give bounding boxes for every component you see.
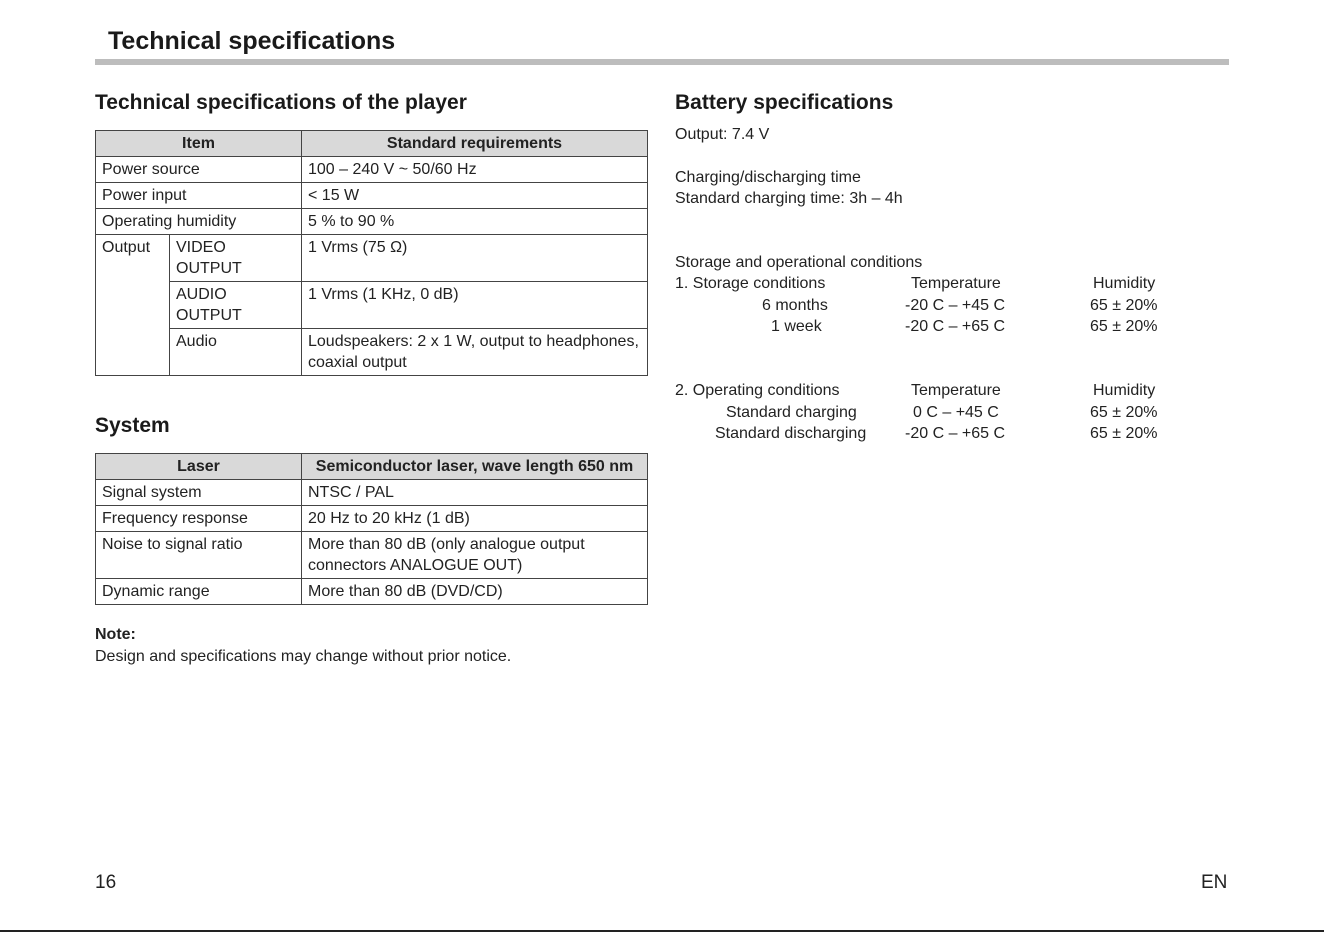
table-header-row — [96, 131, 648, 157]
operating-hum-header: Humidity — [1093, 382, 1156, 399]
output-label: Output — [96, 235, 170, 376]
charging-time: Standard charging time: 3h – 4h — [675, 190, 903, 207]
header-laser-value: Semiconductor laser, wave length 650 nm — [302, 454, 648, 480]
title-rule — [95, 59, 1229, 65]
row-value: NTSC / PAL — [302, 480, 648, 506]
note-text: Design and specifications may change without prior notice. — [95, 648, 512, 665]
row-item: Dynamic range — [96, 579, 302, 605]
header-standard: Standard requirements — [302, 131, 648, 157]
system-heading: System — [95, 414, 170, 437]
output-value: 1 Vrms (75 Ω) — [302, 235, 648, 282]
row-value: More than 80 dB (DVD/CD) — [302, 579, 648, 605]
operating-temp-header: Temperature — [911, 382, 1001, 399]
row-value: 20 Hz to 20 kHz (1 dB) — [302, 506, 648, 532]
row-value: More than 80 dB (only analogue output connectors ANALOGUE OUT) — [302, 532, 648, 579]
table-row — [96, 480, 648, 506]
header-laser: Laser — [96, 454, 302, 480]
output-sub: AUDIO OUTPUT — [170, 282, 302, 329]
player-specs-heading: Technical specifications of the player — [95, 91, 467, 114]
player-specs-table — [95, 130, 648, 376]
bottom-rule — [0, 930, 1324, 932]
row-item: Operating humidity — [96, 209, 302, 235]
table-row — [96, 579, 648, 605]
operating-row-temp: 0 C – +45 C — [913, 404, 999, 421]
storage-label: 1. Storage conditions — [675, 275, 826, 292]
storage-row-label: 1 week — [771, 318, 822, 335]
operating-row-label: Standard discharging — [715, 425, 867, 442]
operating-row-hum: 65 ± 20% — [1090, 404, 1158, 421]
language-code: EN — [1201, 872, 1228, 893]
storage-row-temp: -20 C – +45 C — [905, 297, 1006, 314]
storage-row-label: 6 months — [762, 297, 828, 314]
note-label: Note: — [95, 626, 136, 643]
table-row — [96, 329, 648, 376]
charging-title: Charging/discharging time — [675, 169, 861, 186]
storage-row-hum: 65 ± 20% — [1090, 297, 1158, 314]
table-row — [96, 157, 648, 183]
conditions-title: Storage and operational conditions — [675, 254, 923, 271]
operating-row-label: Standard charging — [726, 404, 857, 421]
row-item: Power input — [96, 183, 302, 209]
table-row — [96, 532, 648, 579]
storage-hum-header: Humidity — [1093, 275, 1156, 292]
operating-label: 2. Operating conditions — [675, 382, 840, 399]
storage-temp-header: Temperature — [911, 275, 1001, 292]
row-value: 100 – 240 V ~ 50/60 Hz — [302, 157, 648, 183]
storage-row-temp: -20 C – +65 C — [905, 318, 1006, 335]
row-item: Signal system — [96, 480, 302, 506]
output-sub: Audio — [170, 329, 302, 376]
battery-heading: Battery specifications — [675, 91, 894, 114]
row-item: Noise to signal ratio — [96, 532, 302, 579]
page-number: 16 — [95, 872, 117, 893]
header-item: Item — [96, 131, 302, 157]
output-sub: VIDEO OUTPUT — [170, 235, 302, 282]
table-row — [96, 282, 648, 329]
table-row — [96, 235, 648, 282]
operating-row-temp: -20 C – +65 C — [905, 425, 1006, 442]
row-value: < 15 W — [302, 183, 648, 209]
row-value: 5 % to 90 % — [302, 209, 648, 235]
system-table — [95, 453, 648, 605]
output-value: 1 Vrms (1 KHz, 0 dB) — [302, 282, 648, 329]
table-header-row — [96, 454, 648, 480]
operating-row-hum: 65 ± 20% — [1090, 425, 1158, 442]
row-item: Frequency response — [96, 506, 302, 532]
table-row — [96, 183, 648, 209]
storage-row-hum: 65 ± 20% — [1090, 318, 1158, 335]
battery-output: Output: 7.4 V — [675, 126, 770, 143]
page-title: Technical specifications — [108, 27, 396, 55]
row-item: Power source — [96, 157, 302, 183]
table-row — [96, 506, 648, 532]
table-row — [96, 209, 648, 235]
output-value: Loudspeakers: 2 x 1 W, output to headphones, coaxial output — [302, 329, 648, 376]
